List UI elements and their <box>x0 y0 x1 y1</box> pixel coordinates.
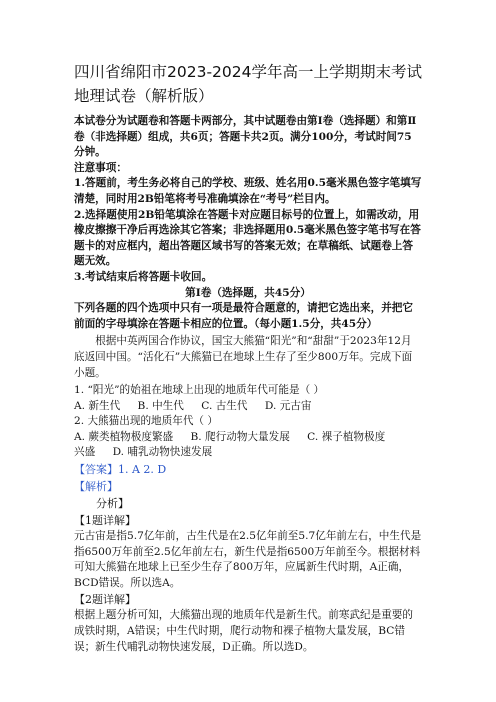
section-title: 第Ⅰ卷（选择题，共45分） <box>185 286 311 299</box>
option-d: D. 元古宙 <box>264 399 312 412</box>
analysis-label: 【解析】 <box>74 480 118 494</box>
section-instructions: 下列各题的四个选项中只有一项是最符合题意的，请把它选出来，并把它前面的字母填涂在答题卡相应的位置。（每小题1.5分，共45分） <box>74 302 413 330</box>
question-2: 2. 大熊猫出现的地质年代（ ） <box>74 415 218 428</box>
note-item: 2.选择题使用2B铅笔填涂在答题卡对应题目标号的位置上，如需改动，用橡皮擦擦干净后再选涂其它答案；非选择题用0.5毫米黑色签字笔书写在答题卡的对应框内，超出答题区域书写的答案无效；在草稿纸、试题卷上答题无效。 <box>74 208 421 268</box>
detail-1-label: 【1题详解】 <box>74 514 136 528</box>
doc-title: 四川省绵阳市2023-2024学年高一上学期期末考试地理试卷（解析版） <box>74 63 422 105</box>
option-c: C. 裸子植物极度 <box>307 430 386 443</box>
question-1-options <box>74 399 422 415</box>
note-item: 3.考试结束后将答题卡收回。 <box>74 270 213 283</box>
intro-paragraph: 本试卷分为试题卷和答题卡两部分，其中试题卷由第Ⅰ卷（选择题）和第Ⅱ卷（非选择题）组成，共6页；答题卡共2页。满分100分，考试时间75分钟。 <box>74 115 417 159</box>
question-1: 1. “阳光”的始祖在地球上出现的地质年代可能是（ ） <box>74 384 325 397</box>
detail-2-text: 根据上题分析可知，大熊猫出现的地质年代是新生代。前寒武纪是重要的成铁时期，A错误；中生代时期，爬行动物和裸子植物大量发展，BC错误；新生代哺乳动物快速发展，D正确。所以选D。 <box>74 609 413 653</box>
option-a: A. 蕨类植物极度繁盛 <box>74 430 174 443</box>
option-c-cont: 兴盛 <box>74 446 96 459</box>
detail-1-text: 元古宙是指5.7亿年前，古生代是在2.5亿年前至5.7亿年前左右，中生代是指6500万年前至2.5亿年前左右，新生代是指6500万年前至今。根据材料可知大熊猫在地球上已至少生存了800万年，应属新生代时期，A正确，BCD错误。所以选A。 <box>74 530 422 589</box>
notice-title: 注意事项： <box>74 161 127 174</box>
material-paragraph: 根据中英两国合作协议，国宝大熊猫“阳光”和“甜甜”于2023年12月底返回中国。“活化石”大熊猫已在地球上生存了至少800万年。完成下面小题。 <box>74 335 413 379</box>
analysis-sub: 分析】 <box>96 497 129 511</box>
option-d: D. 哺乳动物快速发展 <box>112 446 213 459</box>
question-2-options-line1 <box>74 430 422 446</box>
question-2-options-line2 <box>74 445 422 461</box>
answer-line: 【答案】1. A 2. D <box>74 463 167 477</box>
option-a: A. 新生代 <box>74 399 121 412</box>
detail-2-label: 【2题详解】 <box>74 593 136 607</box>
note-item: 1.答题前，考生务必将自己的学校、班级、姓名用0.5毫米黑色签字笔填写清楚，同时用2B铅笔将考号准确填涂在“考号”栏目内。 <box>74 177 422 205</box>
option-b: B. 中生代 <box>137 399 184 412</box>
option-b: B. 爬行动物大量发展 <box>190 430 290 443</box>
option-c: C. 古生代 <box>201 399 248 412</box>
